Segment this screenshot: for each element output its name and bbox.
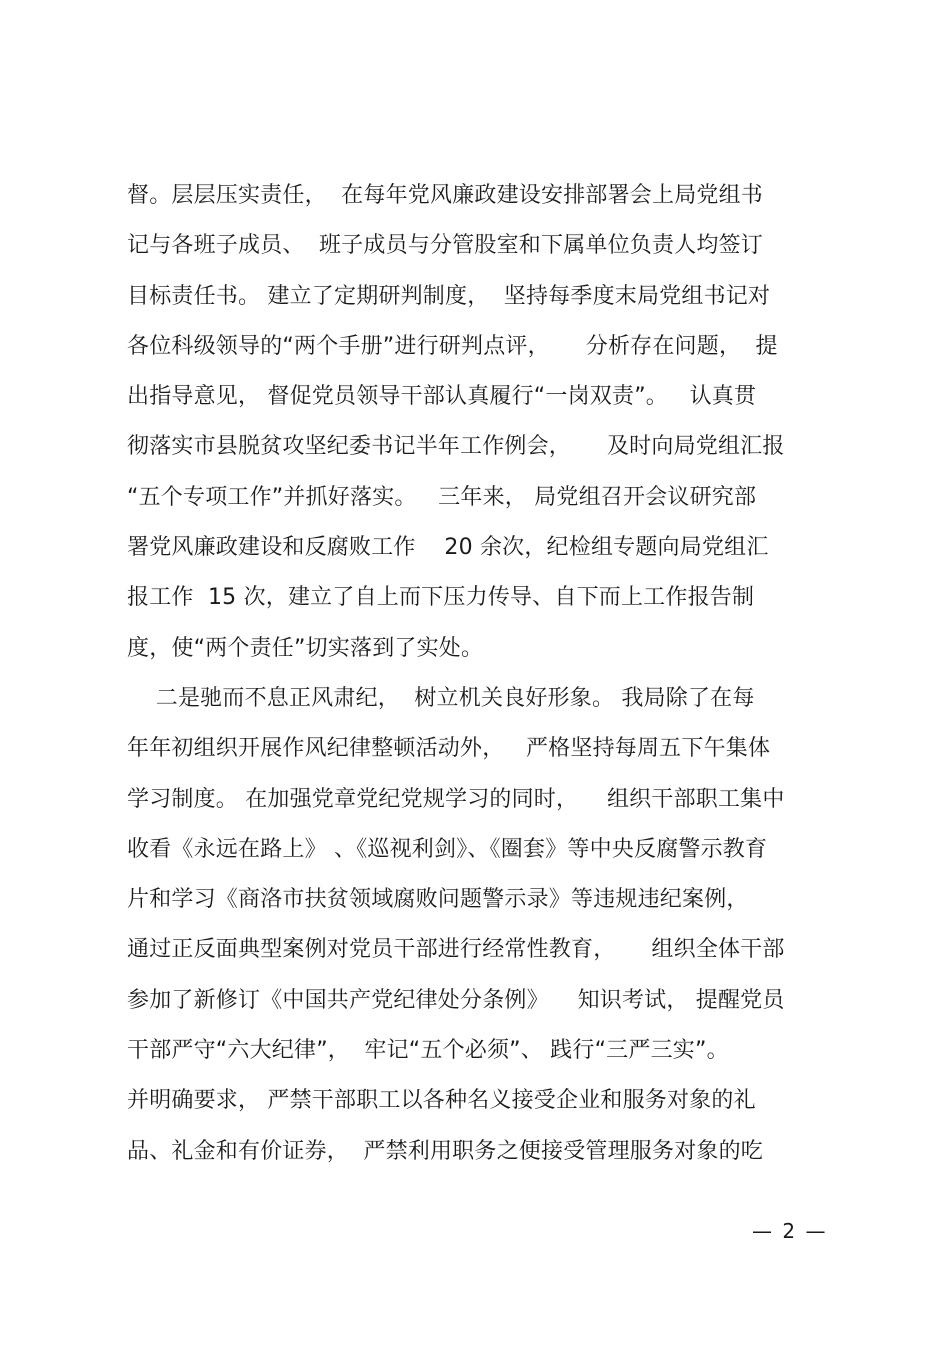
text-line: 收看《永远在路上》 、《巡视利剑》、《圈套》等中央反腐警示教育	[127, 836, 768, 862]
text-line: 度，使“两个责任”切实落到了实处。	[127, 635, 484, 661]
text-line: 署党风廉政建设和反腐败工作 20 余次，纪检组专题向局党组汇	[127, 535, 769, 561]
text-line: 各位科级领导的“两个手册”进行研判点评， 分析存在问题， 提	[127, 333, 778, 359]
text-line: 片和学习《商洛市扶贫领域腐败问题警示录》等违规违纪案例，	[127, 887, 749, 913]
text-line: 彻落实市县脱贫攻坚纪委书记半年工作例会， 及时向局党组汇报	[127, 434, 785, 460]
body-text	[127, 171, 847, 1177]
text-line: 学习制度。 在加强党章党纪党规学习的同时， 组织干部职工集中	[127, 786, 785, 812]
text-line: 参加了新修订《中国共产党纪律处分条例》 知识考试， 提醒党员	[127, 987, 785, 1013]
text-line: 品、礼金和有价证券， 严禁利用职务之便接受管理服务对象的吃	[127, 1138, 763, 1164]
text-line: 并明确要求， 严禁干部职工以各种名义接受企业和服务对象的礼	[127, 1088, 756, 1114]
text-line: 出指导意见， 督促党员领导干部认真履行“一岗双责”。 认真贯	[127, 384, 757, 410]
text-line: 记与各班子成员、 班子成员与分管股室和下属单位负责人均签订	[127, 233, 763, 259]
text-line: 目标责任书。 建立了定期研判制度， 坚持每季度末局党组书记对	[127, 283, 771, 309]
page-number: — 2 —	[752, 1219, 828, 1243]
text-line: 干部严守“六大纪律”， 牢记“五个必须”、 践行“三严三实”。	[127, 1038, 729, 1064]
text-line: 二是驰而不息正风肃纪， 树立机关良好形象。 我局除了在每	[127, 685, 755, 711]
text-line: 年年初组织开展作风纪律整顿活动外， 严格坚持每周五下午集体	[127, 736, 771, 762]
text-line: 督。层层压实责任， 在每年党风廉政建设安排部署会上局党组书	[127, 183, 763, 208]
text-line: 报工作 15 次，建立了自上而下压力传导、自下而上工作报告制	[127, 585, 755, 611]
text-line: 通过正反面典型案例对党员干部进行经常性教育， 组织全体干部	[127, 937, 785, 963]
text-line: “五个专项工作”并抓好落实。 三年来， 局党组召开会议研究部	[127, 484, 757, 510]
